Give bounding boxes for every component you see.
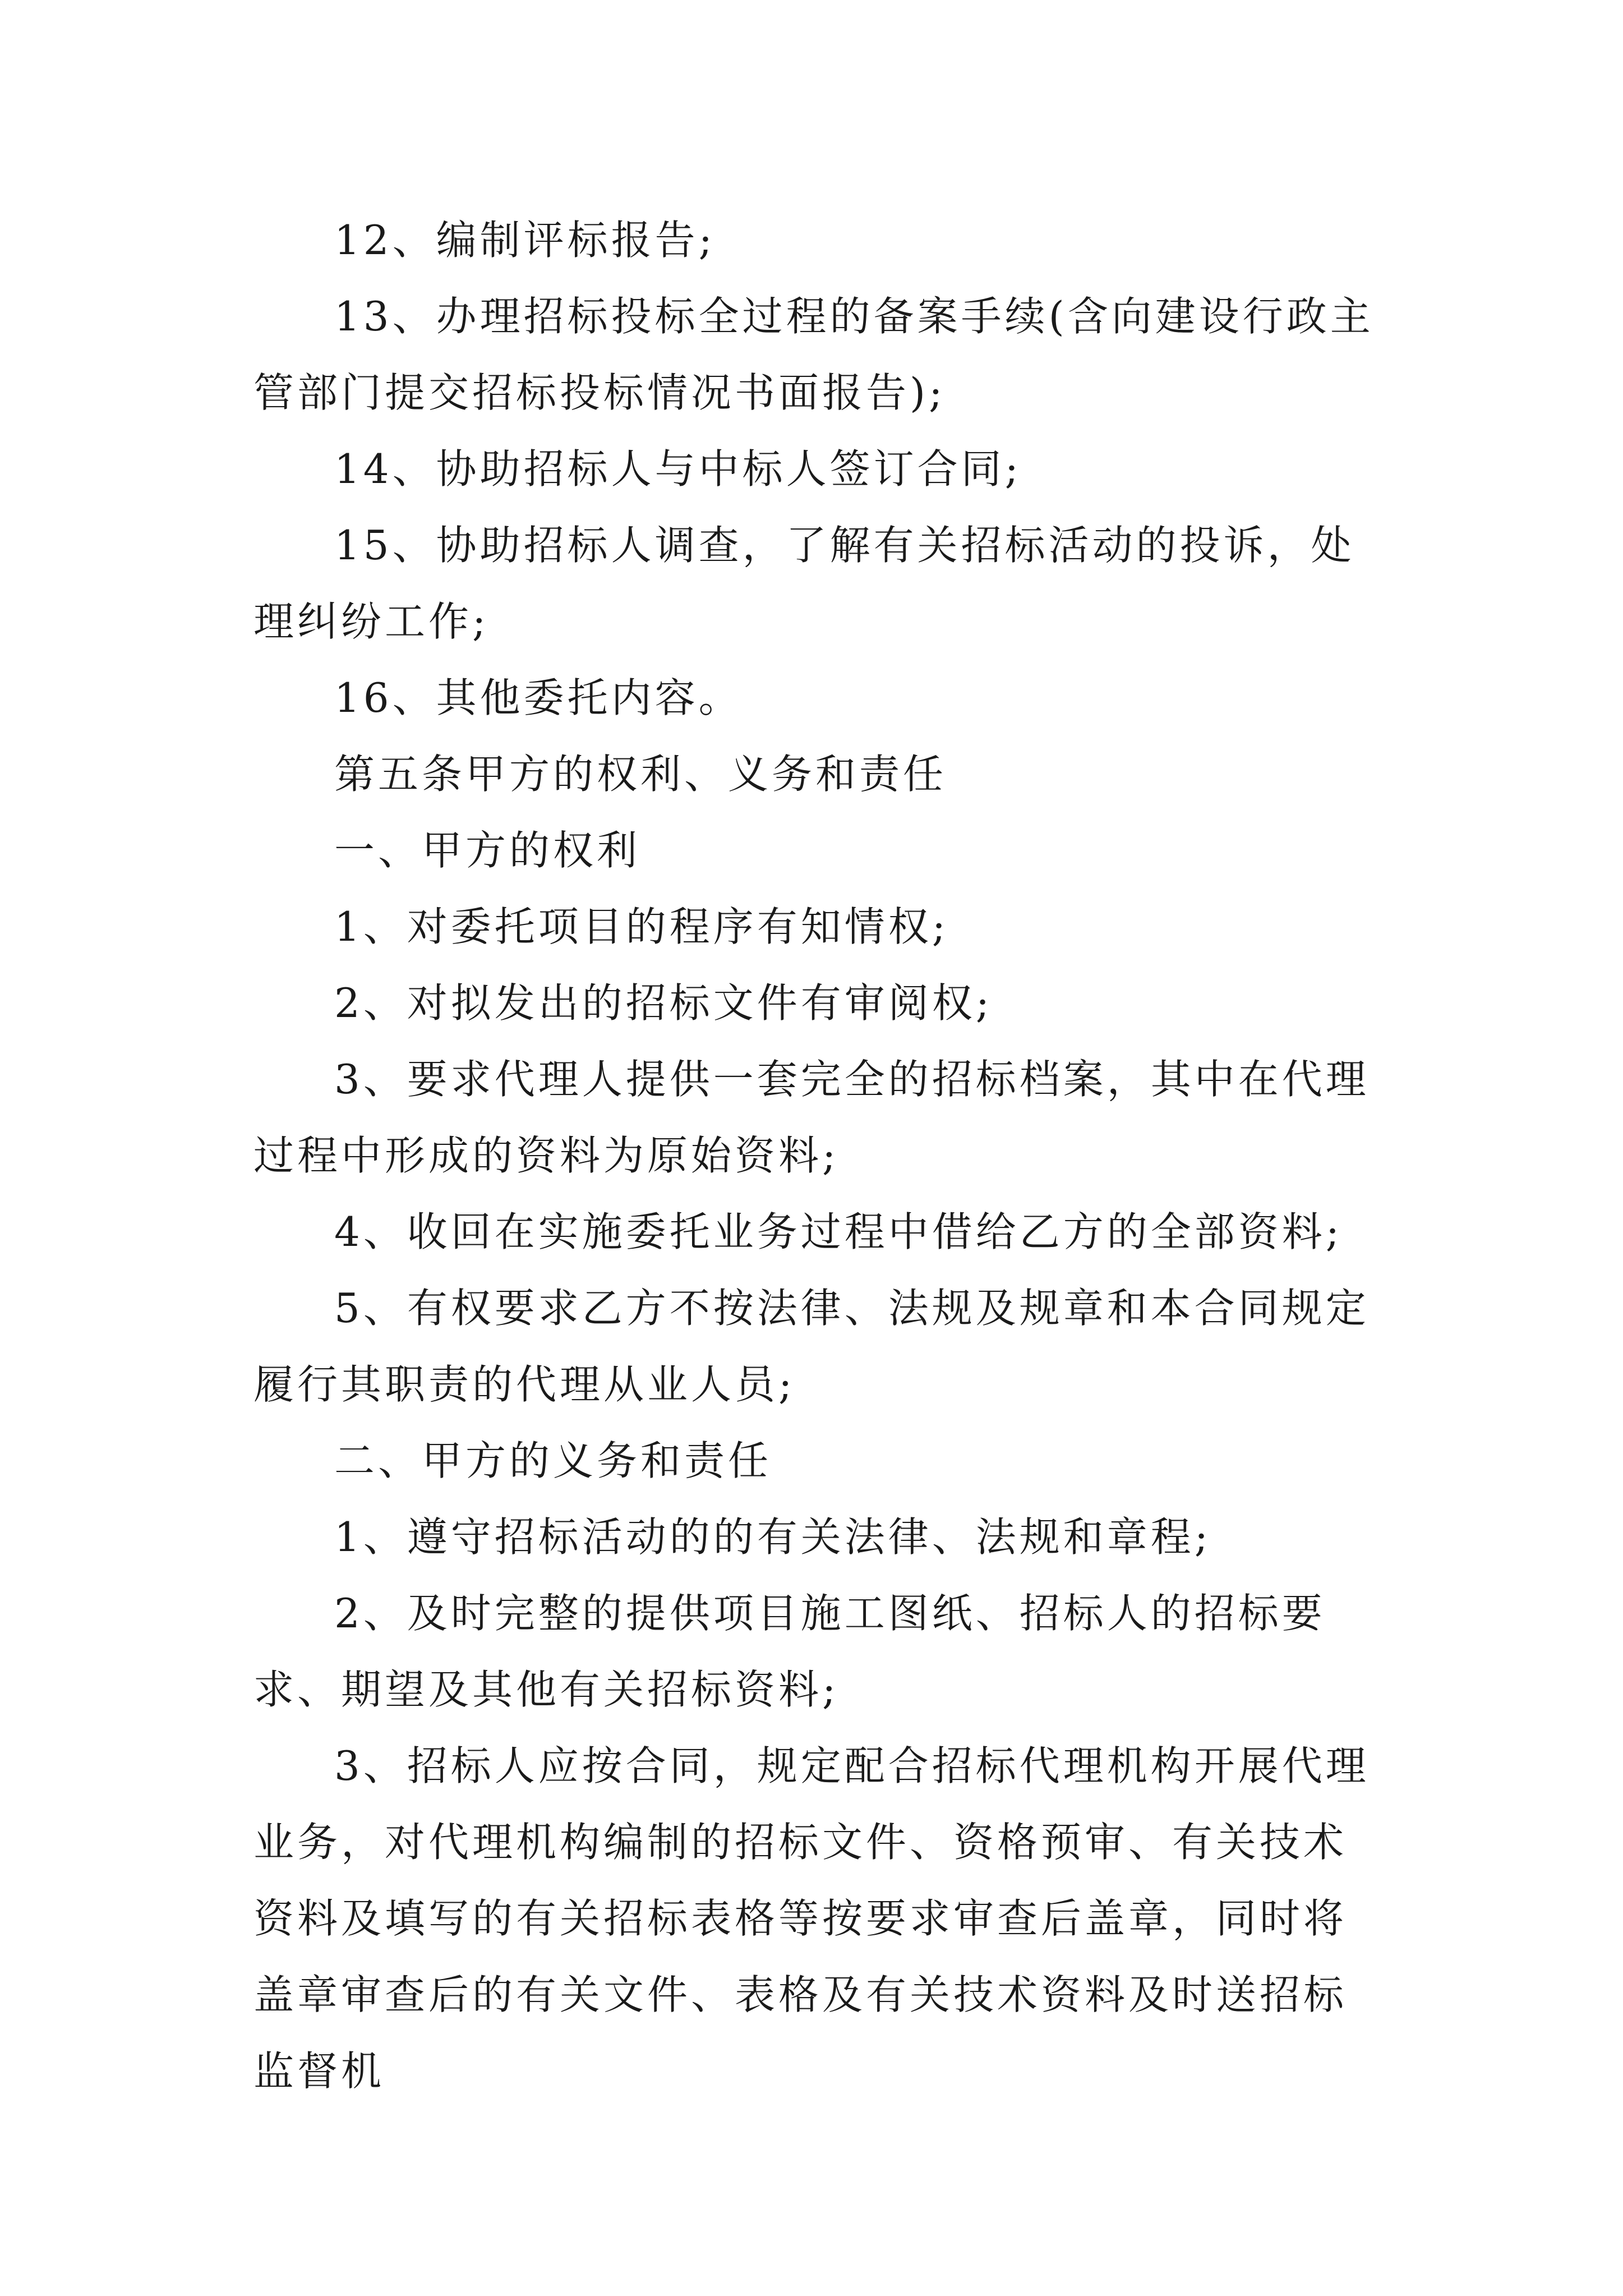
paragraph-item-16: 16、其他委托内容。 [334,674,743,721]
rights-item-4: 4、收回在实施委托业务过程中借给乙方的全部资料; [334,1208,1343,1255]
obligations-item-3: 3、招标人应按合同，规定配合招标代理机构开展代理业务，对代理机构编制的招标文件、资格预审、有关技术资料及填写的有关招标表格等按要求审查后盖章，同时将盖章审查后的有关文件、表格及有关技术资料及时送招标监督机 [253,1742,1370,2095]
paragraph-item-13: 13、办理招标投标全过程的备案手续(含向建设行政主管部门提交招标投标情况书面报告); [253,293,1374,416]
document-body [253,202,1381,2109]
rights-item-5: 5、有权要求乙方不按法律、法规及规章和本合同规定履行其职责的代理从业人员; [253,1285,1370,1408]
rights-item-3: 3、要求代理人提供一套完全的招标档案，其中在代理过程中形成的资料为原始资料; [253,1056,1370,1179]
subheading-party-a-rights: 一、甲方的权利 [334,827,641,874]
obligations-item-2: 2、及时完整的提供项目施工图纸、招标人的招标要求、期望及其他有关招标资料; [253,1590,1326,1713]
rights-item-2: 2、对拟发出的招标文件有审阅权; [334,979,993,1027]
subheading-party-a-obligations: 二、甲方的义务和责任 [334,1437,772,1484]
paragraph-item-14: 14、协助招标人与中标人签订合同; [334,445,1022,493]
rights-item-1: 1、对委托项目的程序有知情权; [334,903,949,950]
obligations-item-1: 1、遵守招标活动的的有关法律、法规和章程; [334,1513,1212,1561]
paragraph-item-12: 12、编制评标报告; [334,217,716,264]
paragraph-item-15: 15、协助招标人调查，了解有关招标活动的投诉，处理纠纷工作; [253,522,1355,645]
section-heading-article-5: 第五条甲方的权利、义务和责任 [334,751,947,798]
